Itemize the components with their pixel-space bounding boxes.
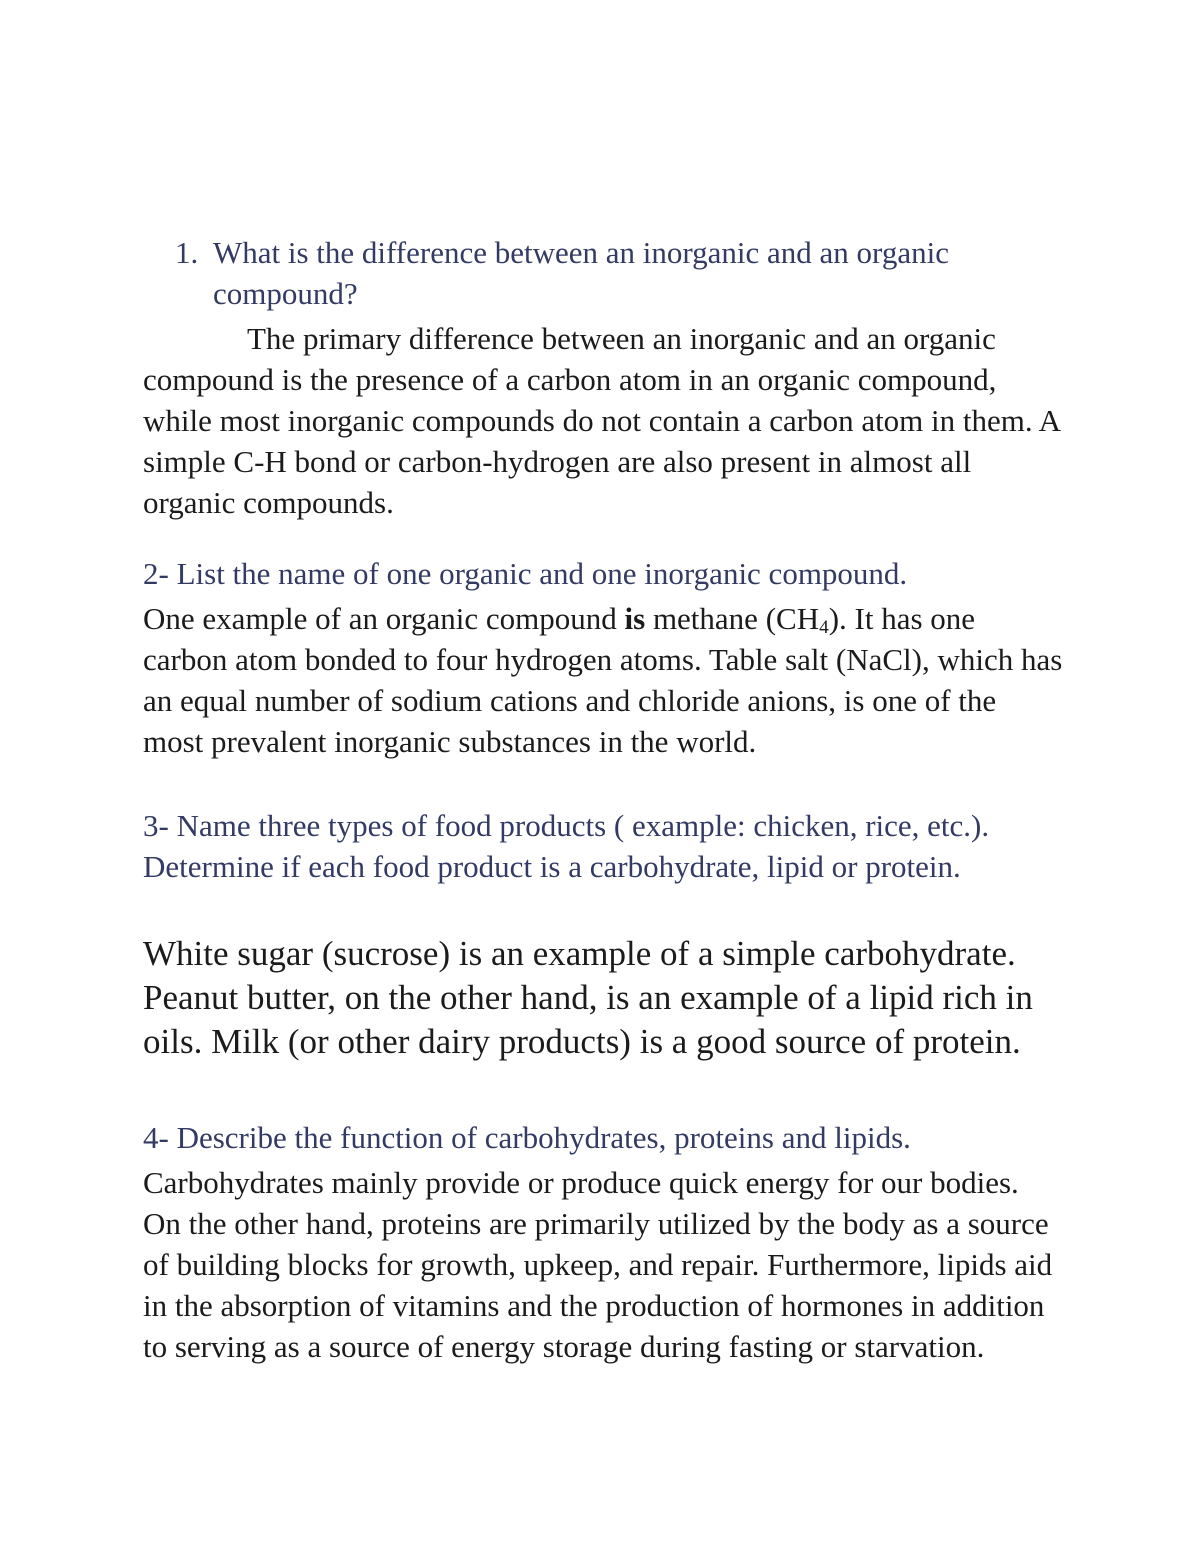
question-3-number: 3-	[143, 808, 169, 843]
answer-2-part-3: ). It has one carbon atom bonded to four hydrogen atoms. Table salt (NaCl), which has an equal number of sodium cations and chloride anions, is one of the most prevalent inorganic substances in the world.	[143, 601, 1063, 759]
answer-1: The primary difference between an inorganic and an organic compound is the presence of a carbon atom in an organic compound, while most inorganic compounds do not contain a carbon atom in them. A simple C-H bond or carbon-hydrogen are also present in almost all organic compounds.	[143, 321, 1060, 520]
answer-2-subscript: 4	[819, 616, 829, 638]
answer-2-part-2: methane (CH	[645, 601, 820, 636]
answer-3: White sugar (sucrose) is an example of a simple carbohydrate. Peanut butter, on the other hand, is an example of a lipid rich in oils. Milk (or other dairy products) is a good source of protein.	[143, 934, 1033, 1061]
question-4	[143, 1117, 1063, 1158]
question-4-text: Describe the function of carbohydrates, proteins and lipids.	[168, 1120, 911, 1155]
question-1-number: 1.	[175, 235, 199, 270]
answer-2	[143, 598, 1063, 762]
question-2-number: 2-	[143, 556, 169, 591]
answer-4: Carbohydrates mainly provide or produce quick energy for our bodies. On the other hand, proteins are primarily utilized by the body as a source of building blocks for growth, upkeep, and repair. Furthermore, lipids aid in the absorption of vitamins and the production of hormones in addition to serving as a source of energy storage during fasting or starvation.	[143, 1165, 1053, 1364]
question-4-number: 4-	[143, 1120, 169, 1155]
question-2-text: List the name of one organic and one inorganic compound.	[168, 556, 908, 591]
question-2	[143, 553, 1063, 594]
question-3	[143, 805, 1063, 887]
answer-2-bold-word: is	[624, 601, 646, 636]
answer-2-part-1: One example of an organic compound	[143, 601, 625, 636]
question-3-text: Name three types of food products ( example: chicken, rice, etc.). Determine if each food product is a carbohydrate, lipid or protein.	[143, 808, 990, 884]
question-1-text: What is the difference between an inorganic and an organic compound?	[213, 235, 949, 311]
